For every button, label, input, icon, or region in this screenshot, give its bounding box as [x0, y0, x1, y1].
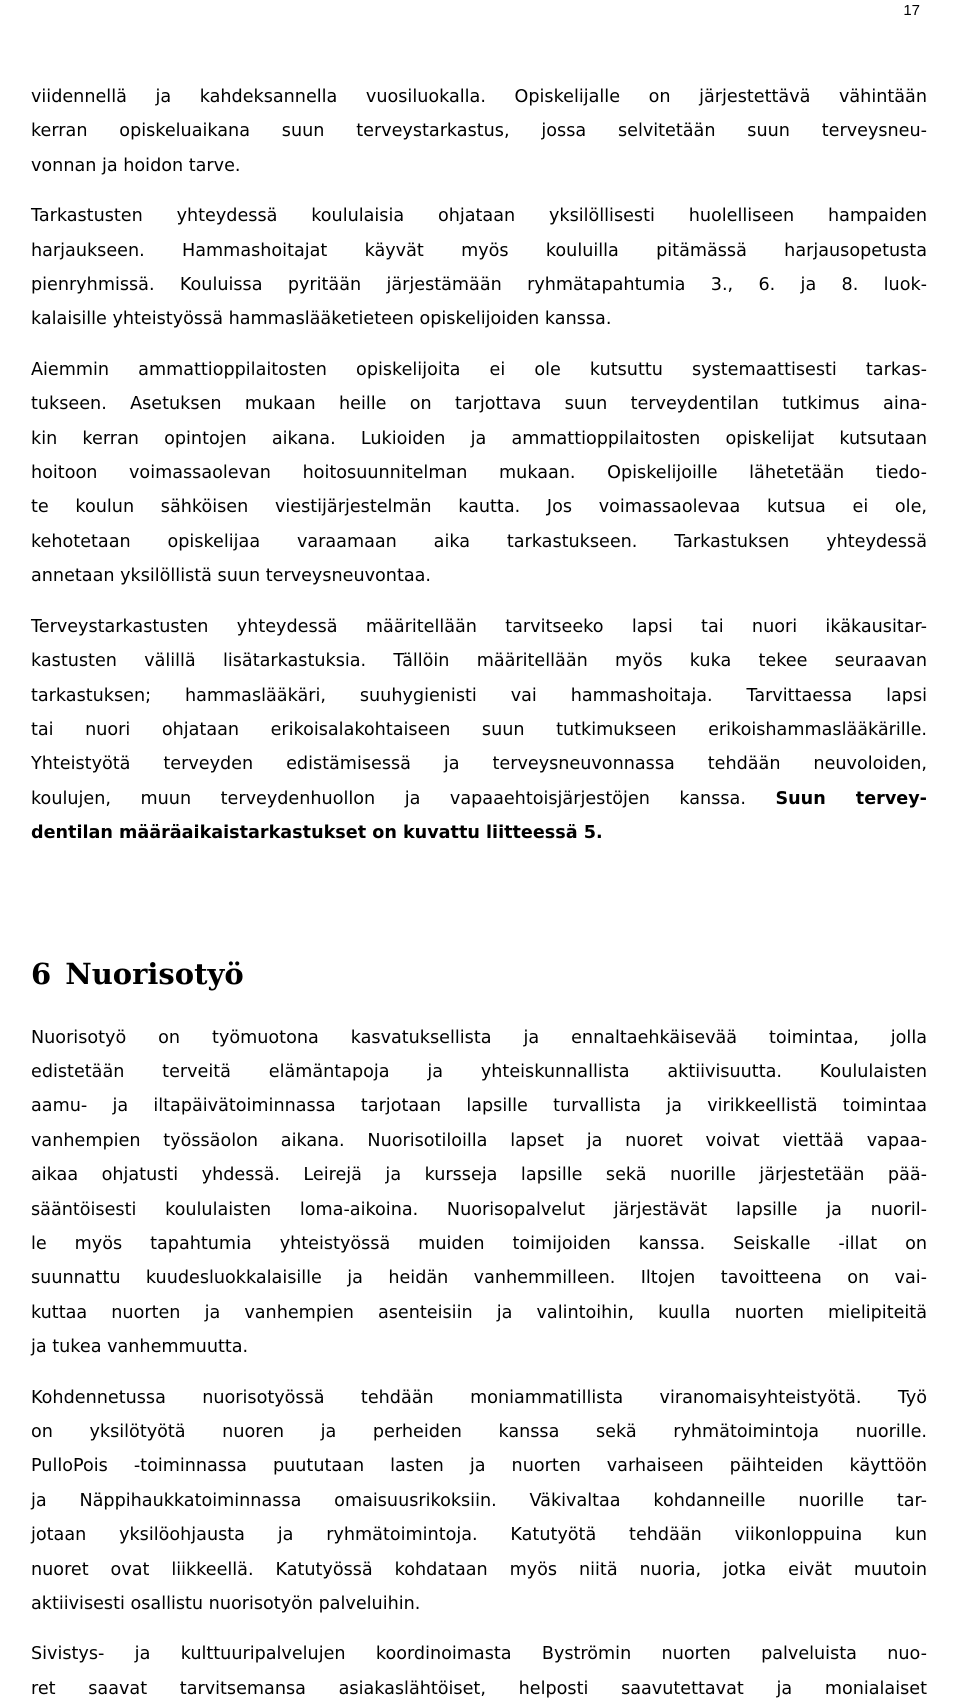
text-line: sääntöisesti koululaisten loma-aikoina. Nuorisopalvelut järjestävät lapsille ja nuoril-	[31, 1199, 927, 1220]
text-line: tai nuori ohjataan erikoisalakohtaiseen suun tutkimukseen erikoishammaslääkärille.	[31, 719, 927, 740]
text-line: kin kerran opintojen aikana. Lukioiden ja ammattioppilaitosten opiskelijat kutsutaan	[31, 428, 927, 449]
text-line: Sivistys- ja kulttuuripalvelujen koordinoimasta Byströmin nuorten palveluista nuo-	[31, 1644, 927, 1665]
text-line	[31, 816, 927, 850]
text-run: koulujen, muun terveydenhuollon ja vapaaehtoisjärjestöjen kanssa.	[31, 788, 776, 809]
paragraph-additional-checkups	[31, 610, 927, 851]
text-line: ja Näppihaukkatoiminnassa omaisuusrikoksiin. Väkivaltaa kohdanneille nuorille tar-	[31, 1490, 927, 1511]
text-line	[31, 782, 927, 816]
text-line: Nuorisotyö on työmuotona kasvatuksellista ja ennaltaehkäisevää toimintaa, jolla	[31, 1027, 927, 1048]
section-heading-block	[31, 931, 927, 1021]
text-line: Yhteistyötä terveyden edistämisessä ja terveysneuvonnassa tehdään neuvoloiden,	[31, 754, 927, 775]
text-line: PulloPois -toiminnassa puututaan lasten ja nuorten varhaiseen päihteiden käyttöön	[31, 1456, 927, 1477]
text-line: edistetään terveitä elämäntapoja ja yhteiskunnallista aktiivisuutta. Koululaisten	[31, 1061, 927, 1082]
text-line: suunnattu kuudesluokkalaisille ja heidän vanhemmilleen. Iltojen tavoitteena on vai-	[31, 1268, 927, 1289]
text-line: kehotetaan opiskelijaa varaamaan aika tarkastukseen. Tarkastuksen yhteydessä	[31, 531, 927, 552]
paragraph-brushing-guidance	[31, 199, 927, 337]
text-line: Tarkastusten yhteydessä koululaisia ohjataan yksilöllisesti huolelliseen hampaiden	[31, 206, 927, 227]
text-line: annetaan yksilöllistä suun terveysneuvontaa.	[31, 566, 432, 587]
text-line: te koulun sähköisen viestijärjestelmän kautta. Jos voimassaolevaa kutsua ei ole,	[31, 497, 927, 518]
paragraph-targeted-youth-work	[31, 1381, 927, 1622]
text-line: jotaan yksilöohjausta ja ryhmätoimintoja. Katutyötä tehdään viikonloppuina kun	[31, 1525, 927, 1546]
text-line: ret saavat tarvitsemansa asiakaslähtöiset, helposti saavutettavat ja monialaiset	[31, 1678, 927, 1699]
text-line: kalaisille yhteistyössä hammaslääketieteen opiskelijoiden kanssa.	[31, 309, 612, 330]
text-line: pienryhmissä. Kouluissa pyritään järjestämään ryhmätapahtumia 3., 6. ja 8. luok-	[31, 275, 927, 296]
text-line: kastusten välillä lisätarkastuksia. Tällöin määritellään myös kuka tekee seuraavan	[31, 651, 927, 672]
text-line: Terveystarkastusten yhteydessä määritellään tarvitseeko lapsi tai nuori ikäkausitar-	[31, 616, 927, 637]
text-line: vanhempien työssäolon aikana. Nuorisotiloilla lapset ja nuoret voivat viettää vapaa-	[31, 1130, 927, 1151]
paragraph-culture-services	[31, 1637, 927, 1706]
bold-text-run: dentilan määräaikaistarkastukset on kuvattu liitteessä 5.	[31, 823, 603, 844]
section-number: 6	[31, 956, 52, 991]
document-body	[31, 80, 927, 1706]
paragraph-school-checkups	[31, 80, 927, 183]
bold-text-run: Suun tervey-	[775, 788, 927, 809]
section-heading	[31, 931, 927, 993]
text-line: hoitoon voimassaolevan hoitosuunnitelman mukaan. Opiskelijoille lähetetään tiedo-	[31, 463, 927, 484]
text-line: aktiivisesti osallistu nuorisotyön palveluihin.	[31, 1594, 421, 1615]
text-line: harjaukseen. Hammashoitajat käyvät myös kouluilla pitämässä harjausopetusta	[31, 240, 927, 261]
text-line: kerran opiskeluaikana suun terveystarkastus, jossa selvitetään suun terveysneu-	[31, 121, 927, 142]
text-line: Kohdennetussa nuorisotyössä tehdään moniammatillista viranomaisyhteistyötä. Työ	[31, 1387, 927, 1408]
text-line: aamu- ja iltapäivätoiminnassa tarjotaan lapsille turvallista ja virikkeellistä toimintaa	[31, 1096, 927, 1117]
paragraph-youth-work-intro	[31, 1021, 927, 1365]
paragraph-vocational-students	[31, 353, 927, 594]
text-line: aikaa ohjatusti yhdessä. Leirejä ja kursseja lapsille sekä nuorille järjestetään pää-	[31, 1165, 927, 1186]
text-line: ja tukea vanhemmuutta.	[31, 1337, 249, 1358]
text-line: viidennellä ja kahdeksannella vuosiluokalla. Opiskelijalle on järjestettävä vähintään	[31, 87, 927, 107]
text-line: nuoret ovat liikkeellä. Katutyössä kohdataan myös niitä nuoria, jotka eivät muutoin	[31, 1559, 927, 1580]
text-line: tukseen. Asetuksen mukaan heille on tarjottava suun terveydentilan tutkimus aina-	[31, 394, 927, 415]
text-line: kuttaa nuorten ja vanhempien asenteisiin ja valintoihin, kuulla nuorten mielipiteitä	[31, 1302, 927, 1323]
text-line: Aiemmin ammattioppilaitosten opiskelijoita ei ole kutsuttu systemaattisesti tarkas-	[31, 359, 927, 380]
text-line: le myös tapahtumia yhteistyössä muiden toimijoiden kanssa. Seiskalle -illat on	[31, 1233, 927, 1254]
text-line: tarkastuksen; hammaslääkäri, suuhygienisti vai hammashoitaja. Tarvittaessa lapsi	[31, 685, 927, 706]
text-line: vonnan ja hoidon tarve.	[31, 155, 241, 176]
section-title: Nuorisotyö	[65, 956, 244, 991]
page-number: 17	[903, 2, 920, 19]
text-line: on yksilötyötä nuoren ja perheiden kanssa sekä ryhmätoimintoja nuorille.	[31, 1422, 927, 1442]
